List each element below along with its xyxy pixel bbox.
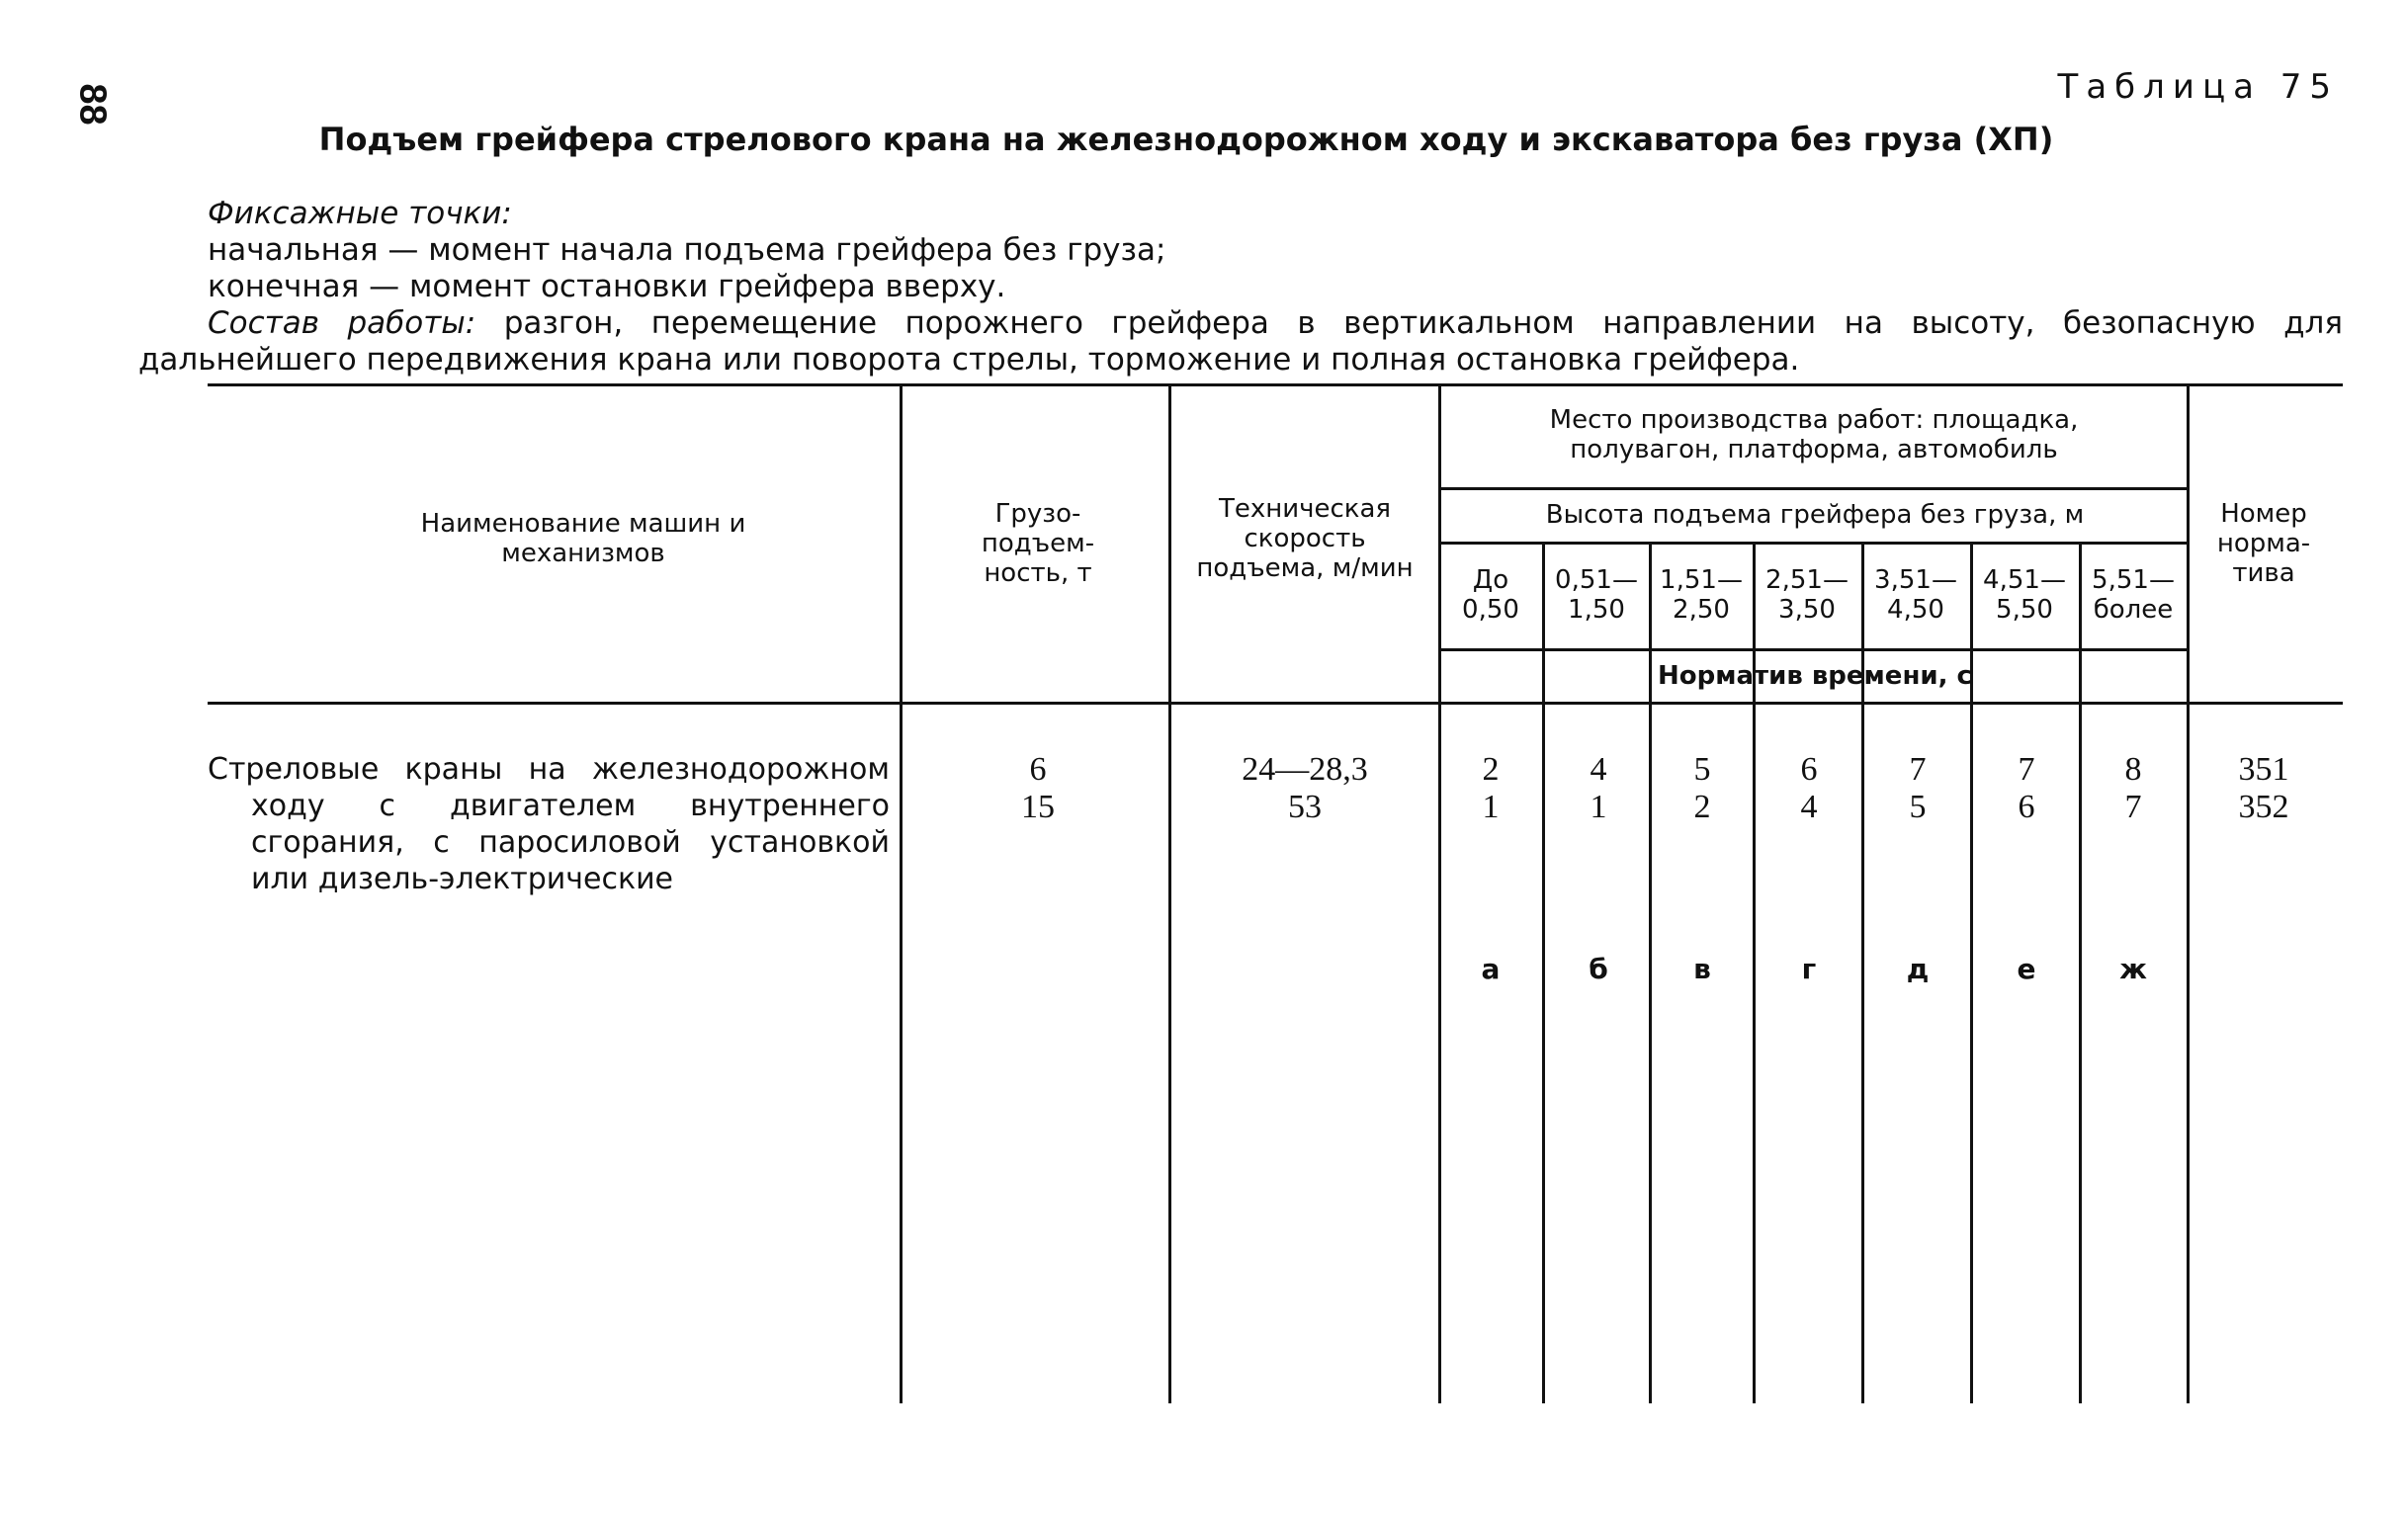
work-label: Состав работы: <box>208 305 476 341</box>
time-zh-2: 7 <box>2124 789 2142 825</box>
range-col-4: 2,51— 3,50 <box>1765 565 1849 625</box>
time-a-1: 2 <box>1482 751 1500 788</box>
header-place: Место производства работ: площадка, полувагон, платформа, автомобиль <box>1549 405 2079 464</box>
time-g-2: 4 <box>1800 789 1818 825</box>
range-col-3: 1,51— 2,50 <box>1660 565 1743 625</box>
header-capacity: Грузо- подъем- ность, т <box>981 499 1095 588</box>
range-col-2: 0,51— 1,50 <box>1555 565 1638 625</box>
machine-description: Стреловые краны на железнодорожном ходу с двигателем внутреннего сгорания, с паросиловой установкой или дизель-электрические <box>208 752 890 896</box>
norm-number-2: 352 <box>2238 789 2289 825</box>
fix-start: начальная — момент начала подъема грейфера без груза; <box>208 232 1166 268</box>
column-letter-d: д <box>1906 953 1930 985</box>
header-norm-number: Номер норма- тива <box>2216 499 2311 588</box>
table-label: Таблица 75 <box>2057 67 2339 107</box>
work-text: разгон, перемещение порожнего грейфера в вертикальном направлении на высоту, безопасную для дальнейшего передвижения крана или поворота стрелы, торможение и полная остановка грейфера. <box>138 305 2343 378</box>
range-col-6: 4,51— 5,50 <box>1983 565 2066 625</box>
header-name: Наименование машин и механизмов <box>420 509 746 568</box>
range-col-7: 5,51— более <box>2092 565 2175 625</box>
column-letter-g: г <box>1801 953 1817 985</box>
fix-points-heading: Фиксажные точки: <box>208 196 512 231</box>
col-rule-10 <box>2187 383 2190 1403</box>
header-height: Высота подъема грейфера без груза, м <box>1545 500 2085 530</box>
speed-2: 53 <box>1288 789 1322 825</box>
column-letter-v: в <box>1693 953 1711 985</box>
header-speed: Техническая скорость подъема, м/мин <box>1196 494 1414 583</box>
time-e-1: 7 <box>2018 751 2035 788</box>
time-g-1: 6 <box>1800 751 1818 788</box>
time-b-1: 4 <box>1590 751 1607 788</box>
page-number: 88 <box>71 83 114 126</box>
column-letter-zh: ж <box>2119 953 2147 985</box>
work-composition <box>138 305 2343 379</box>
header-bottom-rule <box>208 702 2343 705</box>
time-a-2: 1 <box>1482 789 1500 825</box>
column-letter-e: е <box>2017 953 2036 985</box>
fix-end: конечная — момент остановки грейфера вверху. <box>208 269 1006 304</box>
col-rule-2 <box>1168 383 1171 1403</box>
capacity-1: 6 <box>1029 751 1047 788</box>
page-title: Подъем грейфера стрелового крана на железнодорожном ходу и экскаватора без груза (ХП) <box>318 121 2054 158</box>
header-norm-time: Норматив времени, с <box>1658 661 1972 691</box>
intro-text <box>138 196 2343 379</box>
time-v-1: 5 <box>1693 751 1711 788</box>
col-rule-1 <box>900 383 903 1403</box>
capacity-2: 15 <box>1021 789 1055 825</box>
time-zh-1: 8 <box>2124 751 2142 788</box>
time-e-2: 6 <box>2018 789 2035 825</box>
time-d-2: 5 <box>1909 789 1927 825</box>
speed-1: 24—28,3 <box>1242 751 1368 788</box>
time-v-2: 2 <box>1693 789 1711 825</box>
time-b-2: 1 <box>1590 789 1607 825</box>
column-letter-b: б <box>1589 953 1608 985</box>
table-top-rule <box>208 383 2343 386</box>
norm-number-1: 351 <box>2238 751 2289 788</box>
col-rule-3 <box>1438 383 1441 1403</box>
ranges-bottom-rule <box>1438 648 2187 651</box>
time-d-1: 7 <box>1909 751 1927 788</box>
column-letter-a: а <box>1481 953 1501 985</box>
height-bottom-rule <box>1438 542 2187 545</box>
range-col-5: 3,51— 4,50 <box>1874 565 1957 625</box>
range-col-1: До 0,50 <box>1462 565 1519 625</box>
